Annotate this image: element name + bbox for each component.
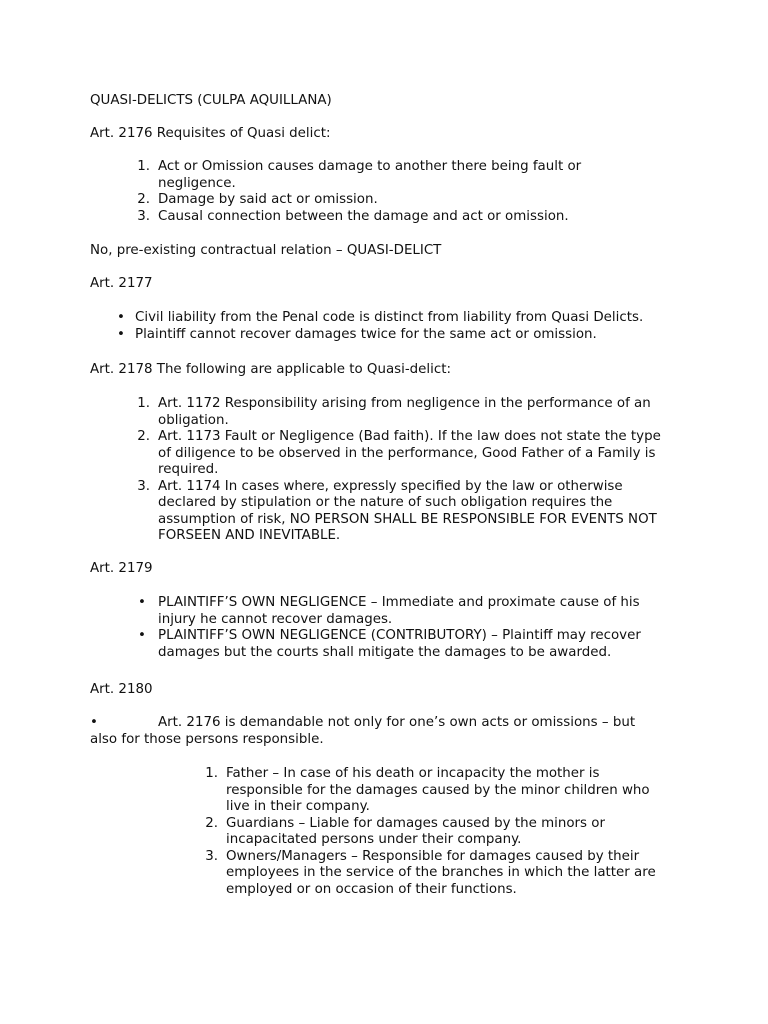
item-text-line: Art. 1174 In cases where, expressly specified by the law or otherwise (158, 478, 623, 494)
list-item (205, 766, 706, 816)
item-text-line: Art. 1172 Responsibility arising from negligence in the performance of an (158, 396, 651, 411)
bullet-text-line: Plaintiff cannot recover damages twice for the same act or omission. (135, 326, 597, 342)
item-number: 2. (137, 192, 150, 207)
item-text-line: Damage by said act or omission. (158, 192, 378, 207)
art-2176-list (137, 159, 718, 225)
art-2178-heading: Art. 2178 The following are applicable to Quasi-delict: (90, 362, 451, 377)
bullet-icon: • (138, 628, 146, 643)
item-number: 3. (137, 208, 150, 224)
item-text-line: Causal connection between the damage and act or omission. (158, 208, 569, 224)
item-number: 1. (205, 766, 218, 781)
art-2177-bullets (117, 310, 735, 343)
item-text-line: declared by stipulation or the nature of such obligation requires the (158, 495, 613, 510)
list-item (205, 848, 706, 899)
item-text-line: Act or Omission causes damage to another there being fault or (158, 159, 582, 174)
list-item (137, 396, 718, 429)
item-number: 2. (205, 815, 218, 831)
bullet-icon: • (117, 326, 125, 342)
item-text-line: Guardians – Liable for damages caused by the minors or (226, 815, 605, 831)
item-text-line: obligation. (158, 412, 229, 428)
item-text-line: negligence. (158, 175, 236, 191)
item-number: 3. (137, 478, 150, 494)
no-contract-line: No, pre-existing contractual relation – QUASI-DELICT (90, 243, 442, 258)
bullet-text-line: PLAINTIFF’S OWN NEGLIGENCE (CONTRIBUTORY) – Plaintiff may recover (158, 628, 641, 643)
art-2180-list (205, 766, 706, 898)
item-number: 1. (137, 396, 150, 411)
item-text-line: incapacitated persons under their company. (226, 832, 522, 847)
list-item (137, 192, 718, 209)
item-text-line: assumption of risk, NO PERSON SHALL BE RESPONSIBLE FOR EVENTS NOT (158, 511, 657, 527)
item-text-line: Father – In case of his death or incapacity the mother is (226, 766, 600, 781)
bullet-text-line: Civil liability from the Penal code is distinct from liability from Quasi Delicts. (135, 310, 644, 325)
art-2176-heading: Art. 2176 Requisites of Quasi delict: (90, 126, 331, 141)
document-title: QUASI-DELICTS (CULPA AQUILLANA) (90, 93, 332, 108)
art-2180-bullet-line-1: Art. 2176 is demandable not only for one’s own acts or omissions – but (158, 715, 636, 730)
list-item (137, 208, 718, 226)
bullet-text-line: damages but the courts shall mitigate the damages to be awarded. (158, 644, 612, 660)
art-2178-list (137, 396, 718, 545)
bullet-item (117, 310, 735, 327)
art-2180-bullet-line-2: also for those persons responsible. (90, 732, 324, 747)
item-number: 2. (137, 429, 150, 444)
bullet-item (138, 595, 718, 628)
list-item (205, 815, 706, 849)
art-2177-heading: Art. 2177 (90, 276, 153, 291)
art-2179-heading: Art. 2179 (90, 561, 153, 576)
item-text-line: Owners/Managers – Responsible for damages caused by their (226, 848, 640, 864)
bullet-icon: • (90, 715, 98, 730)
bullet-text-line: PLAINTIFF’S OWN NEGLIGENCE – Immediate and proximate cause of his (158, 595, 640, 610)
bullet-text-line: injury he cannot recover damages. (158, 611, 393, 627)
bullet-item (138, 628, 718, 661)
item-text-line: Art. 1173 Fault or Negligence (Bad faith). If the law does not state the type (158, 429, 661, 444)
bullet-icon: • (117, 310, 125, 325)
item-text-line: of diligence to be observed in the performance, Good Father of a Family is (158, 445, 656, 461)
bullet-icon: • (138, 595, 146, 610)
item-number: 3. (205, 848, 218, 864)
item-text-line: employees in the service of the branches in which the latter are (226, 865, 656, 880)
art-2179-bullets (138, 595, 718, 661)
art-2180-heading: Art. 2180 (90, 682, 153, 697)
item-text-line: FORSEEN AND INEVITABLE. (158, 528, 341, 543)
item-text-line: required. (158, 462, 219, 477)
list-item (137, 478, 718, 545)
item-text-line: responsible for the damages caused by the minor children who (226, 782, 650, 798)
bullet-item (117, 326, 735, 344)
item-text-line: employed or on occasion of their functions. (226, 881, 517, 897)
list-item (137, 159, 718, 192)
item-text-line: live in their company. (226, 799, 370, 814)
list-item (137, 429, 718, 479)
item-number: 1. (137, 159, 150, 174)
